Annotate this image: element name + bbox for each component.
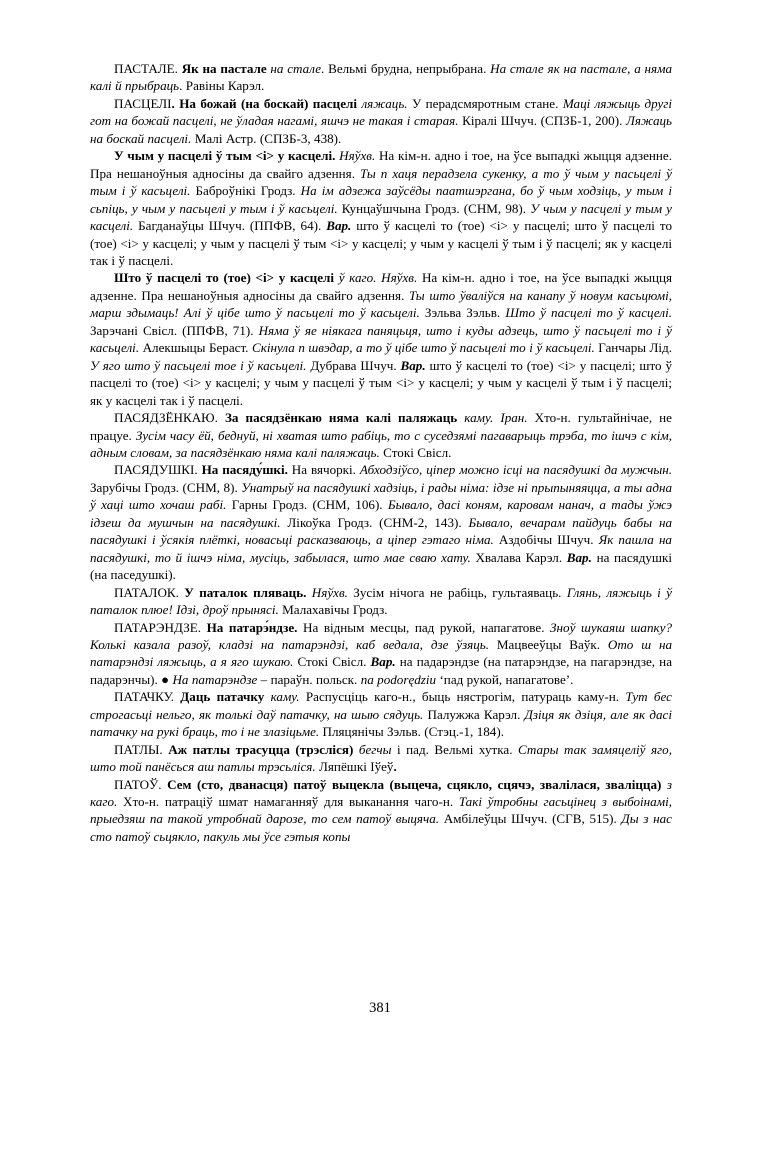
entry-example: Тут бес строгасьці нельго, як толькі даў патачку, на шыю сядуць. (90, 689, 672, 722)
entry-text: ПАТЛЫ. (114, 741, 169, 757)
entry-text: ПАТАЛОК. (114, 584, 185, 600)
entry-text: Малахавічы Гродз. (278, 602, 388, 618)
entry-phrase: На патарэ́ндзе. (206, 619, 298, 635)
entry-example: Ты п хаця перадзела сукенку, а то ў чым у пасьцелі ў тым і ў касьцелі. (90, 165, 672, 199)
entry-example: На стале як на пастале, а няма калі й прыбраць (90, 61, 672, 94)
entry-phrase: У чым у пасцелі ў тым <i> у касцелі. (114, 148, 336, 164)
entry-example: ляжаць. (361, 95, 408, 111)
entry-text: ПАСЦЕЛІ (114, 95, 172, 111)
entry-text: На вячоркі. (287, 462, 360, 478)
entry-text: ПАТАРЭНДЗЕ. (114, 619, 207, 635)
entry-example: Такі ўтробны гасьцінец з выбоінамі, прыедзяш па такой утробнай дарозе, то сем патоў выцяча. (90, 794, 672, 827)
entry-example: Зусім часу ёй, беднуй, ні хватая што рабіць, то с суседзямі пагаварыць трэба, то ішчэ с кім, адным словам, за пасядзёнкаю няма калі паляжаць. (90, 427, 672, 460)
entry-phrase: Што ў пасцелі то (тое) <i> у касцелі (114, 270, 334, 286)
dictionary-entry (90, 461, 672, 583)
entry-text: Кунцаўшчына Гродз. (СНМ, 98). (337, 200, 531, 216)
entry-text: ПАСЯДЗЁНКАЮ. (114, 410, 225, 426)
entry-text: Алекшыцы Бераст. (139, 340, 252, 356)
entry-example: На патарэндзе (172, 671, 258, 687)
entry-variant-marker: Вар. (370, 654, 396, 670)
entry-text: Мацвееўцы Ваўк. (489, 636, 608, 652)
entry-text: ПАТАЧКУ. (114, 689, 181, 705)
entry-example: Скінула п швэдар, а то ў цібе што ў пасьцелі то і ў касьцелі. (251, 340, 595, 356)
entry-text: Хто-н. гультайнічае, не працуе. (90, 410, 672, 443)
entry-example: Няўхв. (311, 584, 348, 600)
entry-text: Аздобічы Шчуч. (493, 532, 599, 548)
entry-example: Іран. (500, 410, 528, 426)
entry-phrase: Сем (сто, дванасця) патоў выцекла (выцеча, сцякло, сцячэ, звалілася, зваліцца) (167, 776, 662, 792)
entry-example: Бывало, дасі коням, каровам нанач, а тады ўжэ ідзеш да мушчын на пасядушкі. (90, 497, 673, 530)
entry-example: Ды з нас сто патоў сьцякло, пакуль мы ўсе гэтыя копы (90, 811, 672, 844)
entry-text: і пад. Вельмі хутка. (391, 741, 519, 757)
dictionary-entry (90, 269, 672, 409)
entry-text: На кім-н. адно і тое, на ўсе выпадкі жыцця адзенне. Пра нешаноўныя адносіны да свайго адзення. (90, 270, 673, 303)
entry-text: – параўн. польск. (257, 671, 361, 687)
dictionary-entry (90, 60, 672, 95)
entry-text: Амбілеўцы Шчуч. (СГВ, 515). (439, 811, 622, 827)
dictionary-entry (90, 95, 672, 147)
dictionary-entry (90, 619, 672, 689)
entry-example: Стары так замяцеліў яго, што той панёсься аш патлы трэсьліся. (90, 741, 672, 775)
entry-text: Хвалава Карэл. (470, 549, 567, 565)
entry-example: Маці ляжыць другі гот на божай пасцелі, не ўладая нагамі, яшчэ не такая і старая. (90, 95, 673, 129)
entry-example: бегчы (358, 741, 392, 757)
entry-text: што ў касцелі то (тое) <i> у пасцелі; што ў пасцелі то (тое) <i> у касцелі; у чым у пасцелі ў тым <i> у касцелі; у чым у касцелі ў тым і ў пасцелі; як у касцелі так і ў пасцелі. (90, 357, 673, 408)
dictionary-entry (90, 584, 672, 619)
entry-text: Гарны Гродз. (СНМ, 106). (226, 497, 388, 513)
entry-example: Абходзіўсо, ціпер можно ісці на пасядушкі да мужчын. (359, 462, 673, 478)
entry-phrase: На божай (на боскай) пасцелі (179, 95, 358, 111)
entry-text: ПАСТАЛЕ. (114, 61, 178, 76)
entry-example: У яго што ў пасьцелі тое і ў касьцелі. (90, 357, 307, 373)
entry-text: Палужжа Карэл. (423, 706, 525, 722)
entry-phrase: У паталок пляваць. (184, 584, 307, 600)
entry-text: Малі Астр. (СПЗБ-3, 438). (191, 130, 342, 146)
entry-example: Няўхв. (339, 148, 376, 164)
entry-example: каму. (270, 689, 300, 705)
entry-phrase: . (171, 95, 180, 111)
entry-text: што ў касцелі то (тое) <i> у пасцелі; што ў пасцелі то (тое) <i> у касцелі; у чым у пасцелі ў тым <i> у касцелі; у чым у касцелі ў тым і ў пасцелі; як у касцелі так і ў пасцелі. (90, 218, 672, 268)
entry-text: На кім-н. адно і тое, на ўсе выпадкі жыцця адзенне. Пра нешаноўныя адносіны да свайго адзення. (90, 148, 672, 181)
entry-example: Ты што ўваліўся на канапу ў новум касьцюмі, марш здымаць! Алі ў цібе што ў пасьцелі то ў касьцелі. (90, 287, 672, 321)
entry-example: Унатрыў на пасядушкі хадзіць, і рады німа: ідзе ні прыпыняяцца, а ты адна ў хаці што хочаш рабі. (90, 479, 673, 513)
entry-variant-marker: Вар. (326, 218, 352, 234)
entry-example: Глянь, ляжыць і ў паталок плюе! Ідзі, дроў прынясі. (90, 584, 672, 618)
entry-phrase: Аж патлы трасуцца (трэсліся) (168, 741, 354, 757)
entry-example: Няўхв. (381, 270, 418, 286)
entry-example: Як пашла на пасядушкі, то й ішчэ німа, мусіць, забылася, што мае сваю хату. (90, 532, 672, 565)
entry-text: ПАСЯДУШКІ. (114, 462, 202, 478)
entry-text: Пляцянічы Зэльв. (Стэц.-1, 184). (319, 724, 504, 740)
entry-text: Зарэчані Свісл. (ППФВ, 71). (90, 322, 259, 338)
entry-text: Стокі Свісл. (293, 654, 371, 670)
entry-phrase: За пасядзёнкаю няма калі паляжаць (225, 410, 458, 426)
entry-phrase: На пасяду́шкі. (201, 462, 288, 478)
entry-text: Кіралі Шчуч. (СПЗБ-1, 200). (458, 113, 626, 129)
page-number: 381 (369, 1000, 391, 1016)
entry-example: Што ў пасцелі то ў касцелі. (505, 305, 673, 321)
entry-text: Хто-н. патраціў шмат намаганняў для выканання чаго-н. (117, 794, 459, 810)
dictionary-entry (90, 741, 672, 776)
entry-example: ў каго. (338, 270, 377, 286)
entry-phrase: Даць патачку (180, 689, 265, 705)
entry-text: На відным месцы, пад рукой, напагатове. (297, 619, 551, 635)
entry-text: Ляпёшкі Іўеў (315, 759, 394, 775)
entry-text: . Вельмі брудна, непрыбрана. (321, 61, 491, 76)
entry-text: Лікоўка Гродз. (СНМ-2, 143). (280, 514, 469, 530)
entry-text: Багданаўцы Шчуч. (ППФВ, 64). (133, 218, 327, 234)
entry-text: Зэльва Зэльв. (419, 305, 506, 321)
entry-text: Зусім нічога не рабіць, гультаяваць. (347, 584, 567, 600)
entry-text: Баброўнікі Гродз. (190, 183, 301, 199)
entry-example: Бывало, вечарам пайдуць бабы на пасядушкі і ўсякія плёткі, новасьці расказваюць, а ціпер гэтаго німа. (90, 514, 672, 548)
entry-text: У перадсмяротным стане. (407, 95, 563, 111)
entry-example: na podorędziu (360, 671, 437, 687)
entry-example: Ото ш на патарэндзі ляжыць, а я яго шукаю. (90, 636, 672, 670)
dictionary-entry (90, 688, 672, 740)
entry-text: . Равіны Карэл. (179, 78, 265, 94)
dictionary-entry (90, 776, 672, 846)
entry-text: Зарубічы Гродз. (СНМ, 8). (90, 479, 242, 495)
entry-text: Дубрава Шчуч. (306, 357, 401, 373)
dictionary-entry (90, 147, 672, 269)
entry-variant-marker: Вар. (566, 549, 592, 565)
entry-example: Зноў шукаяш шапку? Колькі казала разоў, кладзі на патарэндзі, каб ведала, дзе ўзяць. (90, 619, 672, 652)
entry-text: на пасядушкі (на паседушкі). (90, 549, 672, 583)
dictionary-entry (90, 409, 672, 461)
entry-example: У чым у пасцелі у тым у касцелі. (90, 200, 672, 234)
entry-text: ПАТОЎ. (114, 776, 168, 792)
entry-example: Дзіця як дзіця, але як дасі патачку на рукі браць, то і не злазіцьме. (90, 706, 672, 740)
entry-text: Распусціць каго-н., быць нястрогім, патураць каму-н. (299, 689, 626, 705)
entry-example: На ім адзежа заўсёды паатшэргана, бо ў чым ходзіць, у тым і сьпіць, у чым у пасьцелі у тым і ў касьцелі. (90, 183, 672, 216)
entry-example: з каго. (90, 776, 672, 810)
entry-example: на стале (270, 61, 322, 76)
entry-text: ‘пад рукой, напагатове’. (436, 671, 574, 687)
entry-text: Ганчары Лід. (594, 340, 672, 356)
entry-example: Ляжаць на боскай пасцелі. (90, 113, 672, 146)
entry-text: на падарэндзе (на патарэндзе, на пагарэндзе, на падарэнчы). ● (90, 654, 672, 687)
entry-variant-marker: Вар. (400, 357, 426, 373)
entry-phrase: Як на пастале (181, 61, 267, 76)
entry-example: Няма ў яе ніякага паняцьця, што і куды адзець, што ў пасьцелі то і ў касьцелі. (90, 322, 672, 356)
entry-phrase: . (393, 759, 397, 775)
text-column (90, 60, 672, 845)
entry-example: каму. (464, 410, 494, 426)
entry-text: Стокі Свісл. (379, 444, 452, 460)
